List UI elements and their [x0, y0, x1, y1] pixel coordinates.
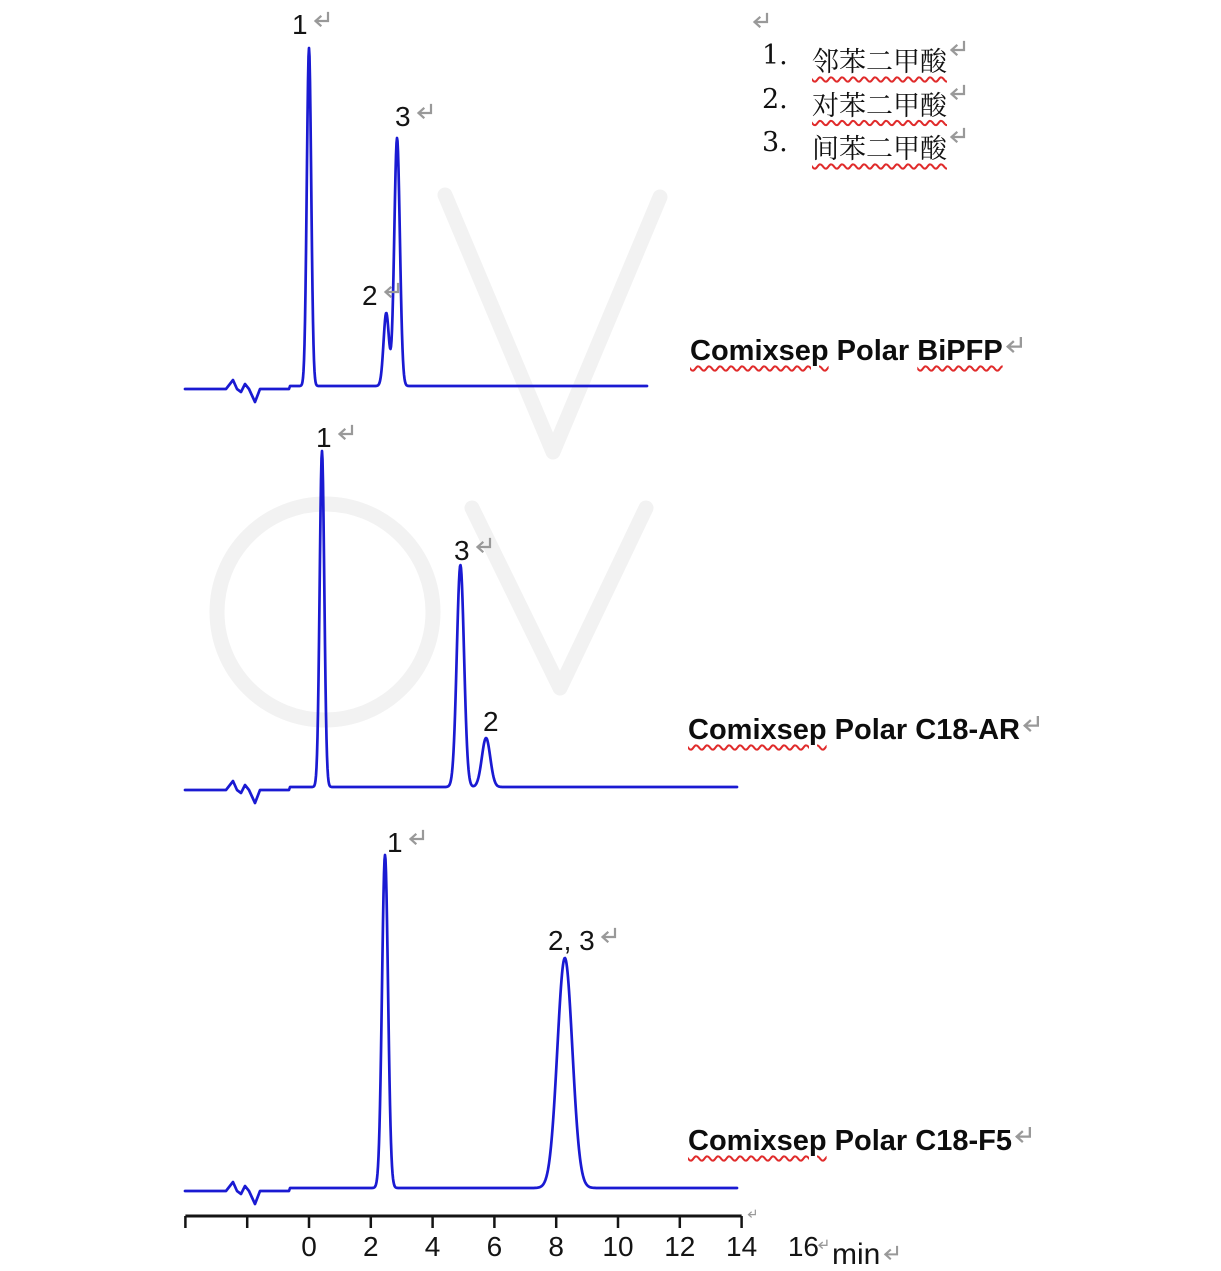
column-title-3 [688, 1126, 1033, 1158]
legend-item-number: 1. [762, 40, 788, 71]
return-mark-icon [750, 12, 770, 28]
x-tick-label-14: 14 [726, 1231, 758, 1262]
legend-item-1 [762, 40, 967, 79]
column-title-part: Comixsep [690, 335, 829, 367]
column-title-part: BiPFP [917, 335, 1003, 367]
column-title-part: Polar [828, 335, 918, 367]
unit-return-mark [881, 1245, 900, 1265]
x-tick-label-4: 4 [424, 1231, 441, 1262]
trace-comixsep-polar-c18-f5 [185, 855, 737, 1204]
column-title-part: Polar C18-F5 [826, 1125, 1012, 1157]
peak-number: 1 [292, 9, 308, 40]
peak-number: 1 [387, 827, 403, 858]
column-title-1 [690, 336, 1024, 368]
x-tick-label-2: 2 [363, 1231, 379, 1262]
peak-label-1 [316, 424, 355, 452]
return-mark-icon [881, 1245, 900, 1260]
column-title-part: Comixsep [688, 714, 827, 746]
legend-item-compound: 对苯二甲酸 [812, 90, 947, 122]
peak-number: 2 [483, 706, 499, 737]
peak-label-2-3 [548, 927, 618, 955]
watermark-stroke [445, 195, 660, 452]
column-title-2 [688, 715, 1041, 747]
x-tick-label-0: 0 [301, 1231, 317, 1262]
return-mark-icon [947, 84, 967, 100]
peak-label-3 [395, 103, 434, 131]
legend-item-compound: 邻苯二甲酸 [812, 47, 947, 78]
column-title-part: Polar C18-AR [826, 714, 1020, 746]
legend-leading-return-mark [750, 12, 770, 33]
return-mark-icon [947, 127, 967, 143]
x-axis-unit-label: min [832, 1238, 881, 1271]
return-mark-icon [1012, 1126, 1033, 1143]
trace-comixsep-polar-c18-ar [185, 451, 737, 803]
watermark [217, 195, 660, 720]
x-tick-label-12: 12 [664, 1231, 696, 1262]
return-mark-icon [335, 424, 355, 440]
small-return-mark [816, 1236, 829, 1254]
return-mark-icon [473, 537, 493, 553]
legend-item-number: 3. [762, 127, 788, 158]
return-mark-icon [1003, 336, 1024, 353]
axis-end-return-mark [746, 1205, 757, 1223]
peak-number: 3 [395, 101, 411, 132]
x-tick-label-8: 8 [548, 1231, 564, 1262]
return-mark-icon [414, 103, 434, 119]
column-title-part: Comixsep [688, 1125, 827, 1157]
return-mark-icon [598, 927, 618, 943]
peak-number: 2, 3 [548, 925, 595, 956]
legend-item-3 [762, 127, 967, 166]
return-mark-icon [311, 11, 331, 27]
return-mark-icon [816, 1239, 829, 1249]
x-tick-label-10: 10 [602, 1231, 634, 1262]
peak-label-1 [387, 829, 426, 857]
trace-comixsep-polar-bipfp [185, 48, 647, 402]
legend-item-number: 2. [762, 83, 788, 115]
peak-number: 2 [362, 280, 378, 311]
x-tick-label-16: 16 [787, 1231, 819, 1262]
legend-item-2 [762, 84, 967, 123]
peak-label-1 [292, 11, 331, 39]
peak-number: 1 [316, 422, 332, 453]
watermark-stroke [472, 508, 646, 688]
x-tick-label-6: 6 [486, 1231, 503, 1262]
return-mark-icon [1020, 715, 1041, 732]
peak-label-3 [454, 537, 493, 565]
x-axis [185, 1216, 741, 1228]
return-mark-icon [406, 829, 426, 845]
peak-label-2 [362, 282, 401, 310]
return-mark-icon [947, 40, 967, 56]
legend-item-compound: 间苯二甲酸 [812, 134, 947, 165]
return-mark-icon [381, 282, 401, 298]
peak-label-2 [483, 708, 499, 736]
peak-number: 3 [454, 535, 470, 566]
return-mark-icon [746, 1209, 757, 1218]
